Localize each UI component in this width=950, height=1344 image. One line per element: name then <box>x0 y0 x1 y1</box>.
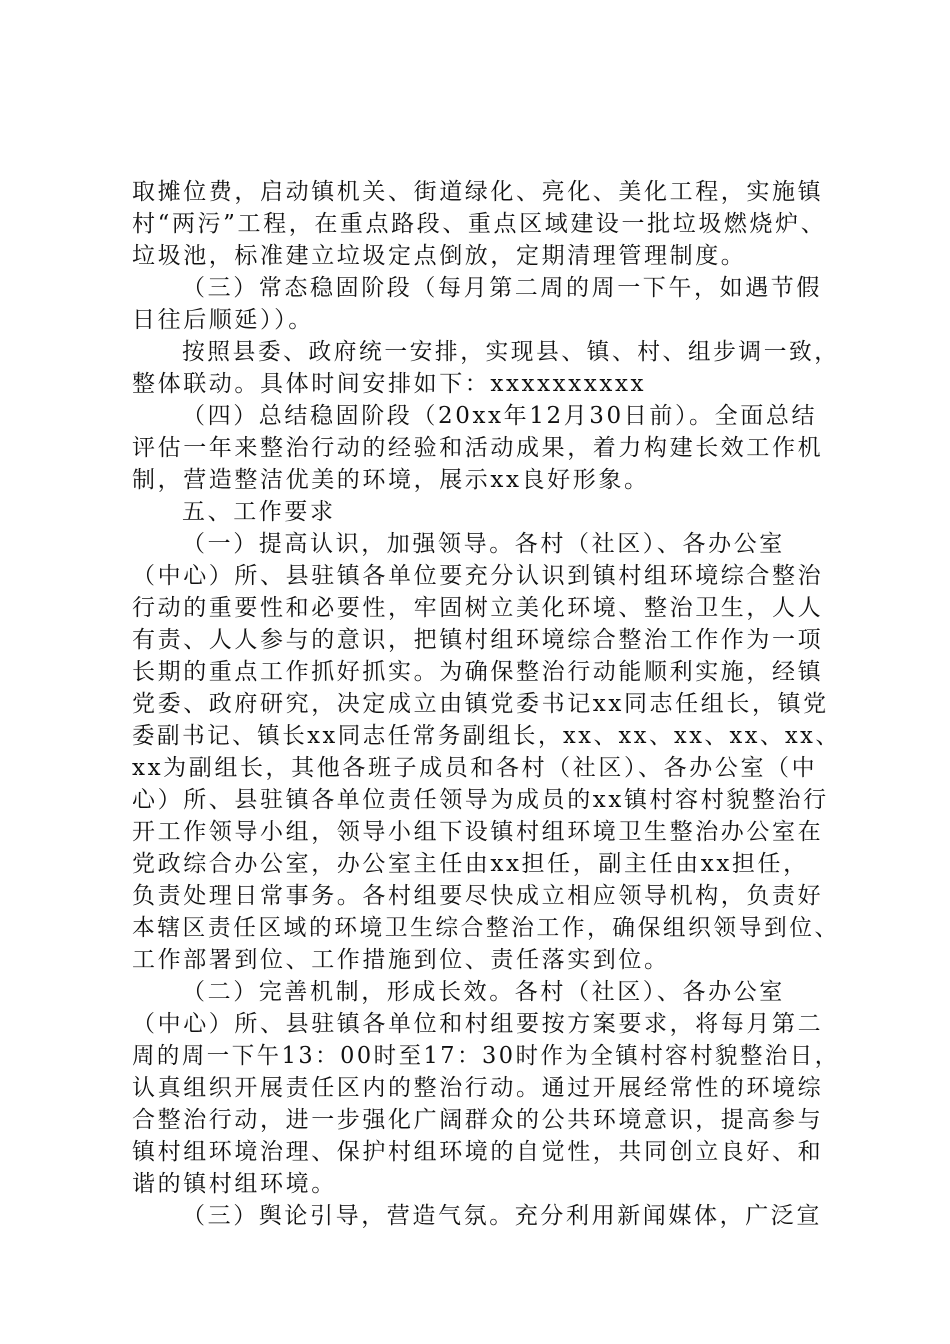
text-line: 日往后顺延））。 <box>132 307 314 333</box>
text-line: 评估一年来整治行动的经验和活动成果，着力构建长效工作机 <box>132 435 824 461</box>
text-line: 取摊位费，启动镇机关、街道绿化、亮化、美化工程，实施镇 <box>132 179 824 205</box>
text-line: 有责、人人参与的意识，把镇村组环境综合整治工作作为一项 <box>132 627 824 653</box>
text-line: 本辖区责任区域的环境卫生综合整治工作，确保组织领导到位、 <box>132 915 840 941</box>
text-line: 委副书记、镇长xx同志任常务副组长，xx、xx、xx、xx、xx、 <box>132 723 841 749</box>
section-heading: 五、工作要求 <box>182 499 336 525</box>
text-line: 心）所、县驻镇各单位责任领导为成员的xx镇村容村貌整治行 <box>132 787 829 813</box>
text-line: 整体联动。具体时间安排如下：xxxxxxxxxx <box>132 371 647 397</box>
text-line: 长期的重点工作抓好抓实。为确保整治行动能顺利实施，经镇 <box>132 659 824 685</box>
text-line: 开工作领导小组，领导小组下设镇村组环境卫生整治办公室在 <box>132 819 824 845</box>
text-line: 合整治行动，进一步强化广阔群众的公共环境意识，提高参与 <box>132 1107 824 1133</box>
text-line: （一）提高认识，加强领导。各村（社区）、各办公室 <box>182 531 785 557</box>
text-line: （中心）所、县驻镇各单位要充分认识到镇村组环境综合整治 <box>132 563 824 589</box>
text-line: 认真组织开展责任区内的整治行动。通过开展经常性的环境综 <box>132 1075 824 1101</box>
text-line: （四）总结稳固阶段（20xx年12月30日前）。全面总结 <box>182 403 818 429</box>
text-line: 垃圾池，标准建立垃圾定点倒放，定期清理管理制度。 <box>132 243 747 269</box>
text-line: 工作部署到位、工作措施到位、责任落实到位。 <box>132 947 670 973</box>
text-line: （二）完善机制，形成长效。各村（社区）、各办公室 <box>182 979 785 1005</box>
text-line: （中心）所、县驻镇各单位和村组要按方案要求，将每月第二 <box>132 1011 824 1037</box>
text-line: 党政综合办公室，办公室主任由xx担任，副主任由xx担任， <box>132 851 809 877</box>
text-line: 党委、政府研究，决定成立由镇党委书记xx同志任组长，镇党 <box>132 691 829 717</box>
text-line: 按照县委、政府统一安排，实现县、镇、村、组步调一致， <box>182 339 840 365</box>
text-line: 负责处理日常事务。各村组要尽快成立相应领导机构，负责好 <box>132 883 824 909</box>
text-line: 镇村组环境治理、保护村组环境的自觉性，共同创立良好、和 <box>132 1139 824 1165</box>
text-line: xx为副组长，其他各班子成员和各村（社区）、各办公室（中 <box>132 755 818 781</box>
text-line: 村“两污”工程，在重点路段、重点区域建设一批垃圾燃烧炉、 <box>132 211 827 237</box>
text-line: （三）舆论引导，营造气氛。充分利用新闻媒体，广泛宣 <box>182 1203 822 1229</box>
text-line: 谐的镇村组环境。 <box>132 1171 337 1197</box>
text-line: 行动的重要性和必要性，牢固树立美化环境、整治卫生，人人 <box>132 595 824 621</box>
text-line: （三）常态稳固阶段（每月第二周的周一下午，如遇节假 <box>182 275 822 301</box>
text-line: 制，营造整洁优美的环境，展示xx良好形象。 <box>132 467 650 493</box>
text-line: 周的周一下午13：00时至17：30时作为全镇村容村貌整治日， <box>132 1043 840 1069</box>
